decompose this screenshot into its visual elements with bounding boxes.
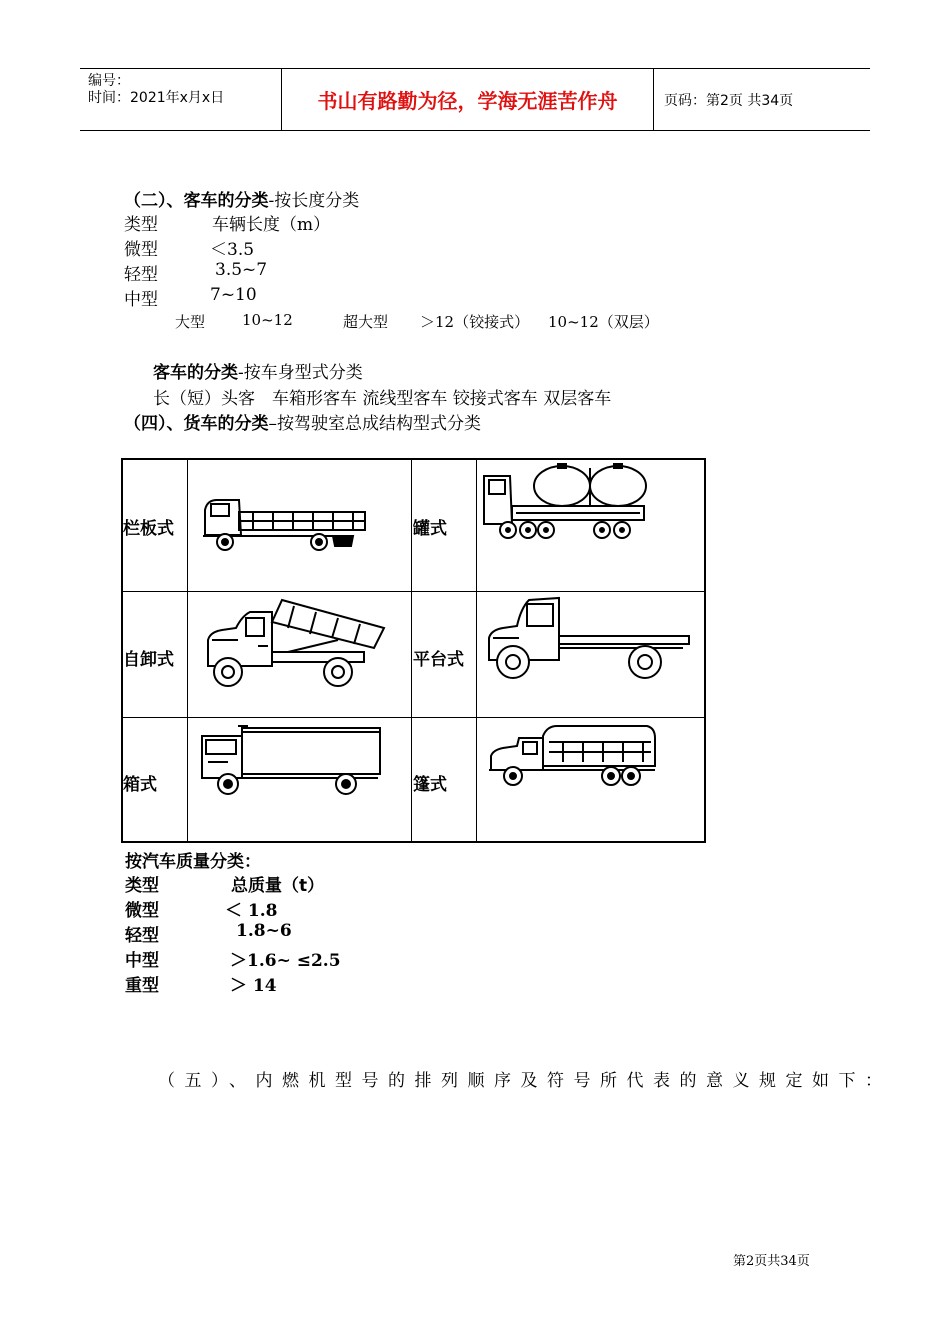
bus-length-row-value: 7~10 <box>210 285 257 305</box>
bus-length-xl-value2: 10~12（双层） <box>548 313 659 331</box>
header-motto: 书山有路勤为径，学海无涯苦作舟 <box>281 69 654 130</box>
bus-length-xl: 超大型 <box>343 313 389 331</box>
stake-truck-icon <box>193 490 373 560</box>
page-header <box>80 68 870 131</box>
time-label: 时间：2021年x月x日 <box>88 90 225 106</box>
truck-title <box>124 409 481 434</box>
truck-label-stake: 栏板式 <box>123 519 174 539</box>
bus-length-title <box>124 186 359 211</box>
bus-body-types: 长（短）头客 车箱形客车 流线型客车 铰接式客车 双层客车 <box>153 389 612 409</box>
canvas-truck-icon <box>487 722 662 792</box>
bus-length-row-type: 中型 <box>124 290 158 310</box>
mass-title: 按汽车质量分类： <box>125 852 261 872</box>
mass-row-type: 微型 <box>125 901 159 921</box>
truck-title-rest: –按驾驶室总成结构型式分类 <box>268 414 481 434</box>
truck-label-tanker: 罐式 <box>413 519 447 539</box>
mass-row-value: ＞1.6~ ≤2.5 <box>230 951 341 971</box>
bus-length-head-type: 类型 <box>124 215 158 235</box>
mass-row-value: 1.8~6 <box>236 921 292 941</box>
mass-head-mass: 总质量（t） <box>231 876 325 896</box>
dump-truck-icon <box>198 596 388 696</box>
bus-length-row-type: 轻型 <box>124 265 158 285</box>
mass-row-value: ＜ 1.8 <box>225 901 278 921</box>
bus-length-big: 大型 <box>175 313 206 331</box>
box-truck-icon <box>198 722 388 800</box>
truck-label-dump: 自卸式 <box>123 650 174 670</box>
engine-model-note: （五）、内燃机型号的排列顺序及符号所代表的意义规定如下： <box>158 1071 892 1091</box>
mass-row-type: 轻型 <box>125 926 159 946</box>
bus-length-title-rest: -按长度分类 <box>268 191 360 211</box>
bus-body-title-rest: -按车身型式分类 <box>238 363 363 383</box>
bus-body-title <box>153 358 363 383</box>
truck-label-canvas: 篷式 <box>413 775 447 795</box>
mass-row-value: ＞ 14 <box>230 976 277 996</box>
page-footer: 第2页共34页 <box>733 1254 810 1269</box>
bus-length-xl-value1: ＞12（铰接式） <box>420 313 530 331</box>
bus-length-head-len: 车辆长度（m） <box>212 215 331 235</box>
truck-title-bold: （四）、货车的分类 <box>124 414 269 434</box>
number-label: 编号： <box>88 73 130 89</box>
bus-length-row-value: ＜3.5 <box>210 240 255 260</box>
header-page-info: 页码：第2页 共34页 <box>664 92 794 109</box>
bus-length-big-value: 10~12 <box>242 311 293 329</box>
truck-label-box: 箱式 <box>123 775 157 795</box>
tanker-truck-icon <box>480 462 652 548</box>
bus-length-row-value: 3.5~7 <box>215 260 268 280</box>
mass-row-type: 中型 <box>125 951 159 971</box>
header-meta <box>80 69 281 130</box>
truck-type-table <box>121 458 706 843</box>
bus-length-row-type: 微型 <box>124 240 158 260</box>
mass-head-type: 类型 <box>125 876 159 896</box>
mass-row-type: 重型 <box>125 976 159 996</box>
bus-length-title-bold: （二）、客车的分类 <box>124 191 269 211</box>
bus-body-title-bold: 客车的分类 <box>153 363 238 383</box>
truck-label-flatbed: 平台式 <box>413 650 464 670</box>
flatbed-truck-icon <box>483 590 695 690</box>
